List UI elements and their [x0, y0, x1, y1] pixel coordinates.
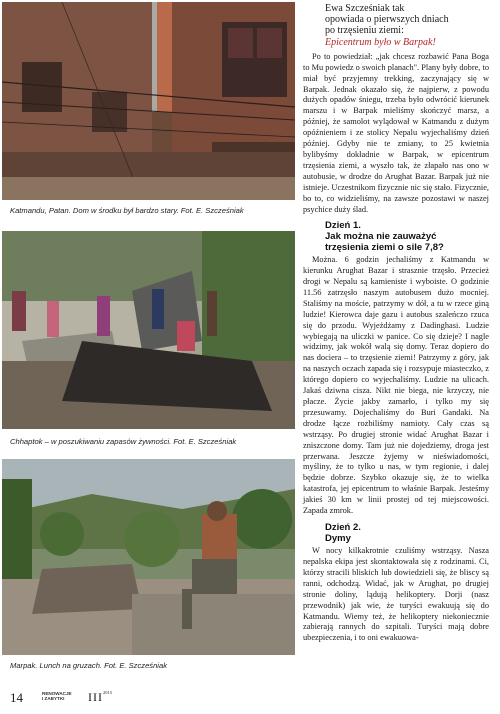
paragraph-2: Można. 6 godzin jechaliśmy z Katmandu w kierunku Arughat Bazar i strasznie trzęsło. Przecież drogi w Nepalu są kamieniste i wyboiste. O godzinie 11.56 zatrzęsło naszym autobusem dużo mocniej. Staliśmy na moście, patrzymy w dół, a tu w rzece giną ludzie! Kierowca daje gazu i autobus szaleńczo rzuca się do przodu. Wyjeżdżamy z Dadinghasi. Ludzie wybiegają na uliczki w panice. Co się dzieje? I nagle widzimy, jak wokół walą się domy. Teraz dopiero do nas dociera – to trzęsienie ziemi! Patrzymy z góry, jak na naszych oczach zapada się i rozsypuje miasteczko, z którego dopiero co wyjechaliśmy. Ludzie na ulicach. Jakaś dziwna cisza. Nikt nie biega, nie krzyczy, nie płacze. Życie jakby zamarło, i tylko my się przesuwamy. Dojechaliśmy do Buri Gandaki. Na drodze łącze rozbiliśmy namioty. Cały czas są wstrząsy. Po drugiej stronie widać Arughat Bazar i zniszczone domy. Tam już nie dojedziemy, droga jest przerwana. Jeszcze żyjemy w nieświadomości, myśliny, że to tylko u nas, w tym regionie, i dalej będzie dobrze. Szybko okazuje się, że to wielka katastrofa, jej epicentrum to właśnie Barpak. Jesteśmy jakieś 30 km w linii prostej od tej miejscowości. Zapada zmrok.: [303, 255, 489, 516]
caption-photo-2: Chhaptok – w poszukiwaniu zapasów żywności. Fot. E. Szcześniak: [10, 437, 237, 446]
page-footer: [10, 690, 490, 706]
caption-photo-1: Katmandu, Patan. Dom w środku był bardzo stary. Fot. E. Szcześniak: [10, 206, 244, 215]
intro-line-2: opowiada o pierwszych dniach: [325, 14, 449, 26]
section-day-2-title: Dymy: [325, 532, 351, 544]
photo-marpak-image: [2, 459, 295, 655]
section-day-2-label: Dzień 2.: [325, 521, 361, 533]
magazine-name-line-1: RENOWACJE: [42, 691, 72, 696]
section-day-1-title-b: trzęsienia ziemi o sile 7,8?: [325, 241, 444, 253]
section-title-day-1: [325, 221, 489, 253]
magazine-name: [42, 691, 72, 701]
article-column: [303, 3, 489, 644]
intro-heading: [325, 3, 489, 48]
photo-chhaptok-image: [2, 231, 295, 429]
magazine-name-line-2: I ZABYTKI: [42, 696, 65, 702]
paragraph-1: Po to powiedział: „jak chcesz rozbawić Pana Boga to Mu powiedz o swoich planach". Plany były dobre, to miał być przyjemny trekking, zaczynający się w Barpak. Jednak okazało się, że najpierw, z powodu dużych opadów śniegu, trzeba było odwrócić kierunek marszu i w Barpak mieliśmy skończyć marsz, a później, że samolot wylądował w Katmandu z dużym opóźnieniem i ze stolicy Nepalu wyjechaliśmy dzień później. Gdyby nie te zmiany, to 25 kwietnia bylibyśmy dokładnie w Barpak, w epicentrum trzęsienia ziemi, a wyszło tak, że złapało nas ono w autobusie, w drodze do Arughat Bazar. Barpak już nie istnieje. Uczestnikom fizycznie nic się stało. Fizycznie, bo to, co widzieliśmy, na zawsze pozostawi w naszej psychice duży ślad.: [303, 51, 489, 214]
section-day-1-label: Dzień 1.: [325, 220, 361, 232]
paragraph-3: W nocy kilkakrotnie czuliśmy wstrząsy. Nasza nepalska ekipa jest skontaktowała się z rodzinami. Ci, którzy stracili bliskich lub dowiedzieli się, że bliscy są ranni, odchodzą. Widać, jak w Arughat, po drugiej stronie doliny, lądują helikoptery. Dorji (nasz przewodnik) jak wie, że turyści ewakuują się do Katmandu. Wiemy też, że helikoptery niekoniecznie zabierają rannych do szpitali. Turyści mają dobre ubezpieczenia, i to oni ewakuowa-: [303, 546, 489, 643]
intro-line-3: po trzęsieniu ziemi:: [325, 25, 404, 37]
caption-photo-3: Marpak. Lunch na gruzach. Fot. E. Szcześniak: [10, 661, 168, 670]
section-day-1-title-a: Jak można nie zauważyć: [325, 231, 437, 242]
intro-line-1: Ewa Szcześniak tak: [325, 3, 405, 14]
photo-katmandu-patan: [2, 2, 295, 200]
issue-number: [88, 690, 112, 705]
photo-marpak: [2, 459, 295, 655]
page-number: 14: [10, 690, 23, 705]
photo-katmandu-image: [2, 2, 295, 200]
intro-quote: Epicentrum było w Barpak!: [325, 36, 436, 48]
section-title-day-2: [325, 523, 489, 544]
photo-chhaptok: [2, 231, 295, 429]
issue-roman: III: [88, 690, 103, 704]
issue-year: 2015: [103, 690, 112, 695]
